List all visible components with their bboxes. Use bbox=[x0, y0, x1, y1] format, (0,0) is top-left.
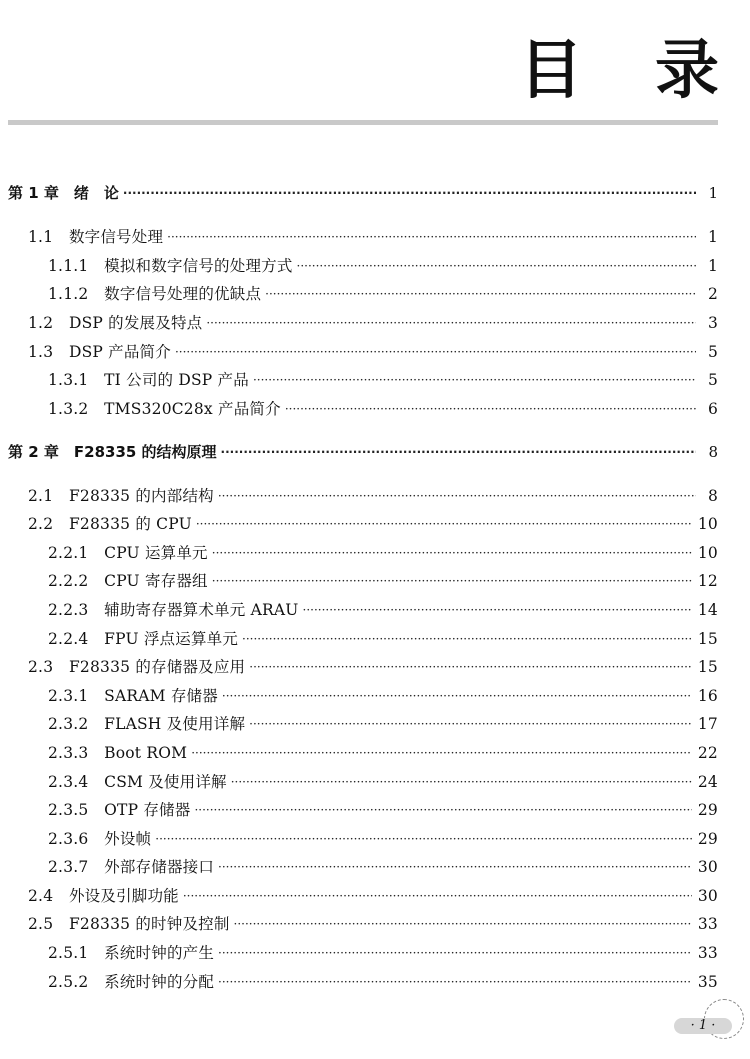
toc-entry-page: 29 bbox=[697, 830, 718, 848]
toc-leader-dots bbox=[249, 712, 692, 736]
toc-entry-row[interactable] bbox=[48, 827, 718, 851]
toc-entry-row[interactable] bbox=[48, 598, 718, 622]
toc-entry-page: 2 bbox=[707, 285, 718, 303]
toc-entry-row[interactable] bbox=[48, 569, 718, 593]
toc-leader-dots bbox=[285, 397, 696, 421]
title-char-left: 目 bbox=[519, 34, 583, 108]
toc-entry-page: 10 bbox=[697, 544, 718, 562]
toc-entry-row[interactable] bbox=[48, 627, 718, 651]
toc-entry-label: 2.3.5 OTP 存储器 bbox=[48, 801, 191, 819]
toc-entry-label: 2.5.1 系统时钟的产生 bbox=[48, 944, 215, 962]
toc-entry-row[interactable] bbox=[48, 282, 718, 306]
toc-entry-page: 17 bbox=[697, 715, 718, 733]
page-title bbox=[0, 34, 750, 108]
toc-entry-label: 2.5 F28335 的时钟及控制 bbox=[28, 915, 230, 933]
toc-entry-row[interactable] bbox=[48, 770, 718, 794]
toc-entry-row[interactable] bbox=[48, 684, 718, 708]
toc-entry-page: 29 bbox=[697, 801, 718, 819]
toc-leader-dots bbox=[297, 254, 696, 278]
toc-entry-row[interactable] bbox=[28, 225, 718, 249]
toc-entry-row[interactable] bbox=[48, 855, 718, 879]
toc-entry-row[interactable] bbox=[28, 655, 718, 679]
toc-leader-dots bbox=[167, 225, 696, 249]
toc-entry-row[interactable] bbox=[28, 340, 718, 364]
toc-entry-label: 2.2.2 CPU 寄存器组 bbox=[48, 572, 208, 590]
toc-entry-page: 1 bbox=[708, 184, 718, 202]
title-divider bbox=[8, 120, 718, 125]
toc-leader-dots bbox=[249, 655, 692, 679]
toc-entry-label: 2.3.3 Boot ROM bbox=[48, 744, 188, 762]
toc-entry-page: 30 bbox=[697, 858, 718, 876]
toc-entry-page: 5 bbox=[707, 371, 718, 389]
toc-entry-page: 8 bbox=[708, 443, 718, 461]
toc-entry-row[interactable] bbox=[48, 798, 718, 822]
toc-leader-dots bbox=[212, 541, 692, 565]
title-char-right: 录 bbox=[655, 34, 719, 108]
toc-entry-row[interactable] bbox=[28, 484, 718, 508]
toc-entry-page: 35 bbox=[697, 973, 718, 991]
toc-entry-label: 1.1.1 模拟和数字信号的处理方式 bbox=[48, 257, 293, 275]
toc-entry-page: 1 bbox=[707, 257, 718, 275]
toc-entry-label: 1.2 DSP 的发展及特点 bbox=[28, 314, 203, 332]
toc-chapter-row[interactable] bbox=[8, 440, 718, 464]
toc-entry-label: 2.2.4 FPU 浮点运算单元 bbox=[48, 630, 239, 648]
toc-entry-label: 2.3.6 外设帧 bbox=[48, 830, 152, 848]
toc-leader-dots bbox=[218, 970, 692, 994]
toc-leader-dots bbox=[155, 827, 692, 851]
toc-entry-page: 24 bbox=[697, 773, 718, 791]
toc-leader-dots bbox=[206, 311, 696, 335]
toc-entry-label: 2.3.7 外部存储器接口 bbox=[48, 858, 215, 876]
page-number: · 1 · bbox=[674, 1018, 732, 1034]
toc-chapter-row[interactable] bbox=[8, 181, 718, 205]
toc-leader-dots bbox=[303, 598, 692, 622]
toc-entry-row[interactable] bbox=[48, 941, 718, 965]
toc-entry-page: 33 bbox=[697, 944, 718, 962]
toc-leader-dots bbox=[183, 884, 692, 908]
toc-entry-page: 22 bbox=[697, 744, 718, 762]
toc-entry-row[interactable] bbox=[48, 254, 718, 278]
toc-leader-dots bbox=[196, 512, 692, 536]
toc-leader-dots bbox=[123, 181, 696, 205]
toc-leader-dots bbox=[221, 440, 696, 464]
toc-leader-dots bbox=[218, 484, 696, 508]
toc-entry-label: 2.3.1 SARAM 存储器 bbox=[48, 687, 218, 705]
toc-leader-dots bbox=[231, 770, 692, 794]
toc-entry-label: 第 2 章 F28335 的结构原理 bbox=[8, 443, 217, 461]
toc-entry-page: 1 bbox=[707, 228, 718, 246]
toc-entry-label: 2.2 F28335 的 CPU bbox=[28, 515, 192, 533]
page-footer bbox=[668, 997, 748, 1055]
toc-entry-label: 1.1 数字信号处理 bbox=[28, 228, 164, 246]
toc-entry-label: 2.5.2 系统时钟的分配 bbox=[48, 973, 215, 991]
toc-entry-label: 1.1.2 数字信号处理的优缺点 bbox=[48, 285, 262, 303]
toc-entry-label: 2.3.4 CSM 及使用详解 bbox=[48, 773, 227, 791]
toc-leader-dots bbox=[191, 741, 692, 765]
toc-leader-dots bbox=[175, 340, 696, 364]
toc-leader-dots bbox=[218, 941, 692, 965]
toc-entry-row[interactable] bbox=[48, 541, 718, 565]
toc-entry-row[interactable] bbox=[28, 884, 718, 908]
toc-entry-page: 12 bbox=[697, 572, 718, 590]
toc-leader-dots bbox=[194, 798, 691, 822]
toc-leader-dots bbox=[242, 627, 692, 651]
toc-entry-label: 第 1 章 绪 论 bbox=[8, 184, 119, 202]
toc-entry-label: 2.3 F28335 的存储器及应用 bbox=[28, 658, 246, 676]
toc-entry-row[interactable] bbox=[48, 368, 718, 392]
toc-entry-label: 2.2.3 辅助寄存器算术单元 ARAU bbox=[48, 601, 299, 619]
toc-entry-page: 3 bbox=[707, 314, 718, 332]
toc-leader-dots bbox=[265, 282, 696, 306]
toc-leader-dots bbox=[212, 569, 692, 593]
toc-entry-label: 2.1 F28335 的内部结构 bbox=[28, 487, 214, 505]
toc-entry-label: 2.4 外设及引脚功能 bbox=[28, 887, 179, 905]
toc-entry-page: 15 bbox=[697, 630, 718, 648]
toc-entry-page: 6 bbox=[707, 400, 718, 418]
toc-entry-row[interactable] bbox=[48, 970, 718, 994]
toc-entry-page: 30 bbox=[697, 887, 718, 905]
toc-entry-row[interactable] bbox=[28, 512, 718, 536]
toc-entry-label: 1.3 DSP 产品简介 bbox=[28, 343, 171, 361]
toc-entry-page: 14 bbox=[697, 601, 718, 619]
toc-leader-dots bbox=[253, 368, 696, 392]
toc-entry-row[interactable] bbox=[28, 912, 718, 936]
toc-entry-label: 2.2.1 CPU 运算单元 bbox=[48, 544, 208, 562]
toc-leader-dots bbox=[222, 684, 692, 708]
toc-entry-page: 8 bbox=[707, 487, 718, 505]
toc-leader-dots bbox=[234, 912, 692, 936]
toc-entry-page: 10 bbox=[697, 515, 718, 533]
toc-entry-page: 16 bbox=[697, 687, 718, 705]
toc-entry-label: 1.3.2 TMS320C28x 产品简介 bbox=[48, 400, 281, 418]
toc-entry-page: 5 bbox=[707, 343, 718, 361]
toc-entry-page: 15 bbox=[697, 658, 718, 676]
toc-entry-row[interactable] bbox=[48, 741, 718, 765]
toc-entry-label: 1.3.1 TI 公司的 DSP 产品 bbox=[48, 371, 249, 389]
toc-entry-row[interactable] bbox=[48, 712, 718, 736]
toc-entry-page: 33 bbox=[697, 915, 718, 933]
toc-entry-row[interactable] bbox=[48, 397, 718, 421]
toc-entry-row[interactable] bbox=[28, 311, 718, 335]
toc-entry-label: 2.3.2 FLASH 及使用详解 bbox=[48, 715, 246, 733]
toc-leader-dots bbox=[218, 855, 692, 879]
